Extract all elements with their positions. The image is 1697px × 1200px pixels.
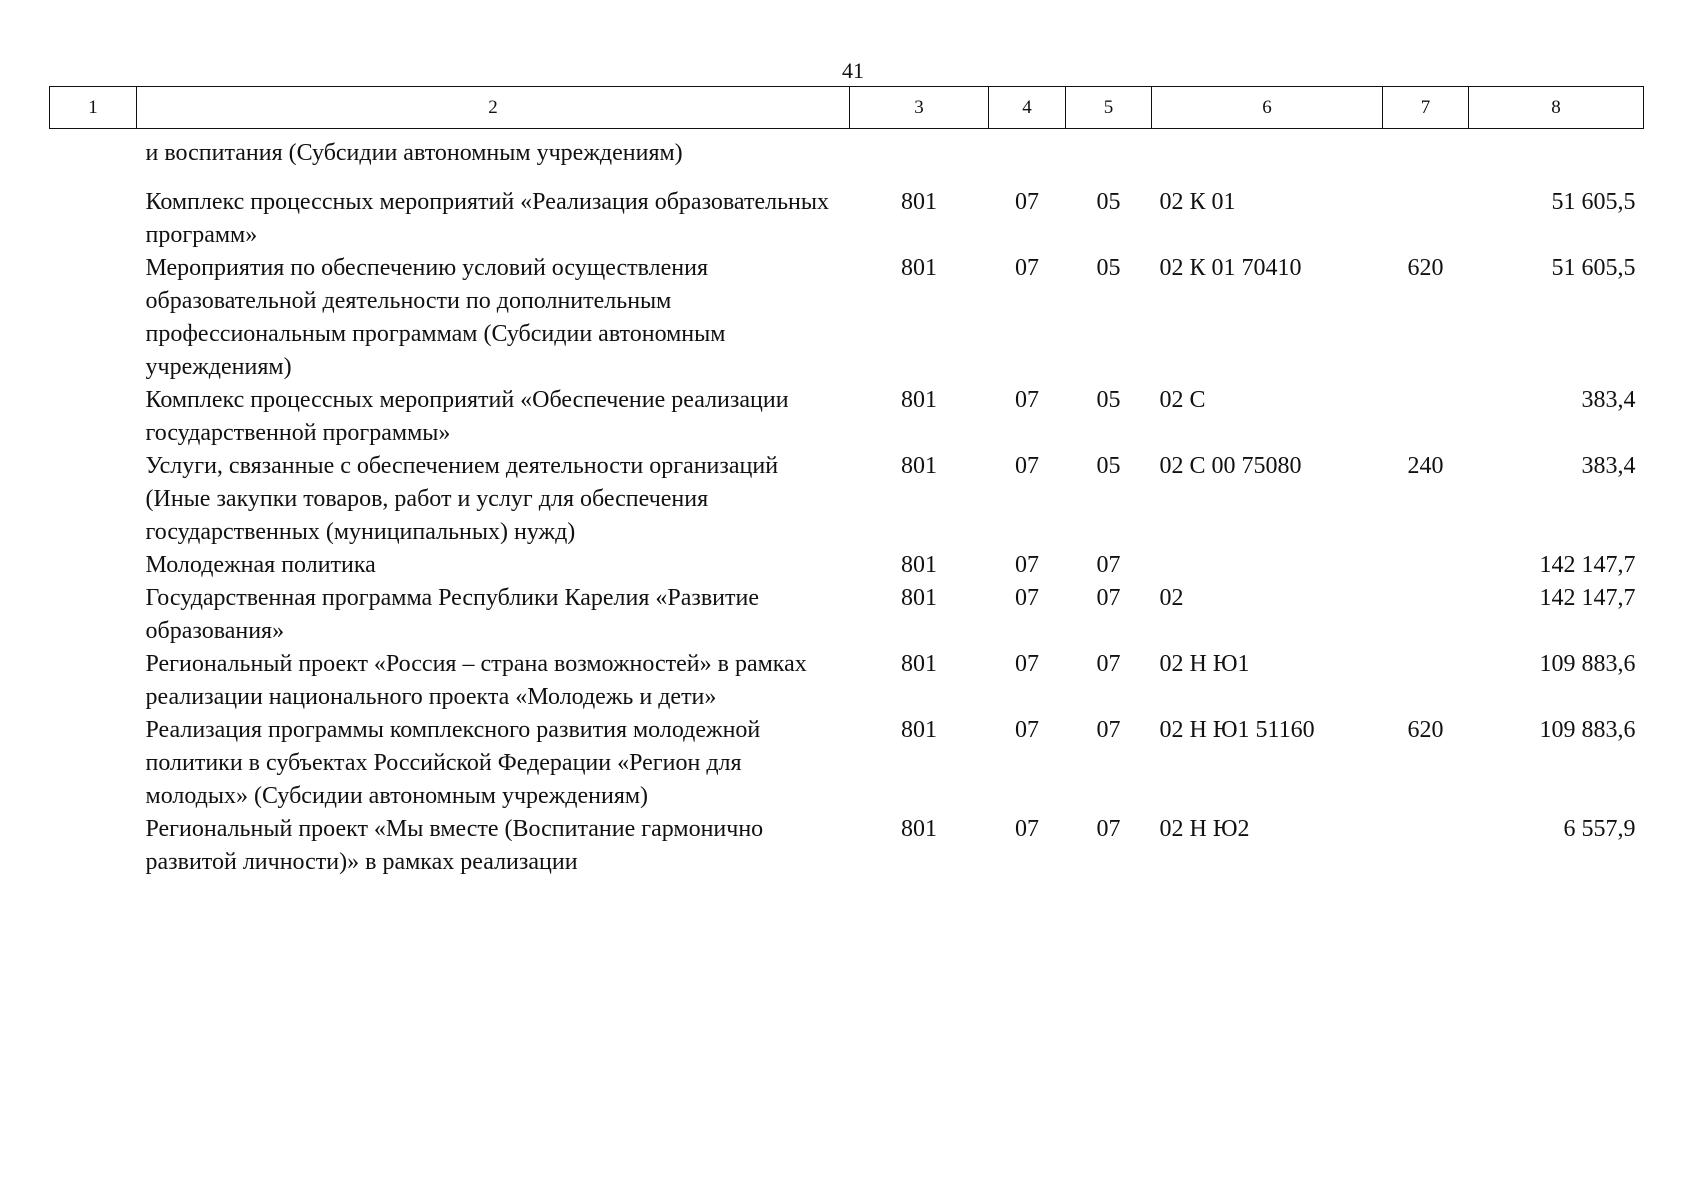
subsection-code: 05 xyxy=(1096,255,1121,281)
table-row xyxy=(50,813,1644,879)
target-article-code: 02 Н Ю1 xyxy=(1159,651,1250,677)
table-row xyxy=(50,549,1644,582)
section-code: 07 xyxy=(1015,552,1039,578)
item-name: Государственная программа Республики Карелия «Развитие образования» xyxy=(145,585,760,644)
target-article-code xyxy=(1152,549,1383,582)
header-col-2: 2 xyxy=(137,87,850,129)
subsection-code xyxy=(1066,129,1152,187)
header-col-5: 5 xyxy=(1066,87,1152,129)
table-row xyxy=(50,582,1644,648)
subsection-code: 05 xyxy=(1096,189,1121,215)
expense-type-code xyxy=(1383,384,1469,450)
amount: 51 605,5 xyxy=(1551,189,1636,215)
section-code: 07 xyxy=(1015,453,1039,479)
ved-code: 801 xyxy=(901,552,937,578)
amount xyxy=(1469,129,1644,187)
section-code: 07 xyxy=(1015,585,1039,611)
table-row xyxy=(50,252,1644,384)
item-name: и воспитания (Субсидии автономным учреждениям) xyxy=(145,140,683,166)
amount: 142 147,7 xyxy=(1539,552,1636,578)
target-article-code: 02 С 00 75080 xyxy=(1159,453,1302,479)
row-number-cell xyxy=(50,186,137,252)
expense-type-code xyxy=(1383,549,1469,582)
row-number-cell xyxy=(50,813,137,879)
ved-code: 801 xyxy=(901,717,937,743)
page-number: 41 xyxy=(842,58,864,83)
subsection-code: 07 xyxy=(1096,585,1121,611)
row-number-cell xyxy=(50,549,137,582)
row-number-cell xyxy=(50,648,137,714)
amount: 109 883,6 xyxy=(1539,651,1636,677)
ved-code: 801 xyxy=(901,651,937,677)
subsection-code: 05 xyxy=(1096,387,1121,413)
target-article-code: 02 С xyxy=(1159,387,1206,413)
section-code: 07 xyxy=(1015,717,1039,743)
item-name: Региональный проект «Мы вместе (Воспитание гармонично развитой личности)» в рамках реализации xyxy=(145,816,764,875)
subsection-code: 07 xyxy=(1096,717,1121,743)
item-name: Региональный проект «Россия – страна возможностей» в рамках реализации национального проекта «Молодежь и дети» xyxy=(145,651,807,710)
ved-code: 801 xyxy=(901,189,937,215)
target-article-code: 02 Н Ю2 xyxy=(1159,816,1250,842)
item-name: Реализация программы комплексного развития молодежной политики в субъектах Российской Федерации «Регион для молодых» (Субсидии автономным учреждениям) xyxy=(145,717,761,809)
amount: 6 557,9 xyxy=(1563,816,1636,842)
amount: 142 147,7 xyxy=(1539,585,1636,611)
section-code: 07 xyxy=(1015,189,1039,215)
table-header xyxy=(50,87,1644,129)
amount: 51 605,5 xyxy=(1551,255,1636,281)
target-article-code: 02 Н Ю1 51160 xyxy=(1159,717,1315,743)
header-col-4: 4 xyxy=(989,87,1066,129)
section-code: 07 xyxy=(1015,387,1039,413)
section-code xyxy=(989,129,1066,187)
ved-code: 801 xyxy=(901,255,937,281)
expense-type-code xyxy=(1383,129,1469,187)
item-name: Мероприятия по обеспечению условий осуществления образовательной деятельности по дополнительным профессиональным программам (Субсидии автономным учреждениям) xyxy=(145,255,726,380)
item-name: Комплекс процессных мероприятий «Обеспечение реализации государственной программы» xyxy=(145,387,789,446)
expense-type-code xyxy=(1383,648,1469,714)
table-row xyxy=(50,648,1644,714)
expense-type-code: 620 xyxy=(1407,717,1444,743)
subsection-code: 07 xyxy=(1096,816,1121,842)
expense-type-code xyxy=(1383,582,1469,648)
amount: 109 883,6 xyxy=(1539,717,1636,743)
table-row xyxy=(50,129,1644,187)
expense-type-code: 240 xyxy=(1407,453,1444,479)
header-col-1: 1 xyxy=(50,87,137,129)
target-article-code: 02 К 01 70410 xyxy=(1159,255,1302,281)
header-col-6: 6 xyxy=(1152,87,1383,129)
target-article-code: 02 xyxy=(1159,585,1184,611)
amount: 383,4 xyxy=(1581,387,1636,413)
section-code: 07 xyxy=(1015,816,1039,842)
table-body xyxy=(50,129,1644,880)
item-name: Услуги, связанные с обеспечением деятельности организаций (Иные закупки товаров, работ и услуг для обеспечения государственных (муниципальных) нужд) xyxy=(145,453,779,545)
row-number-cell xyxy=(50,582,137,648)
ved-code xyxy=(850,129,989,187)
table-row xyxy=(50,186,1644,252)
target-article-code xyxy=(1152,129,1383,187)
budget-table xyxy=(49,86,1644,879)
header-col-3: 3 xyxy=(850,87,989,129)
row-number-cell xyxy=(50,450,137,549)
ved-code: 801 xyxy=(901,585,937,611)
row-number-cell xyxy=(50,129,137,187)
table-row xyxy=(50,384,1644,450)
expense-type-code xyxy=(1383,186,1469,252)
subsection-code: 07 xyxy=(1096,552,1121,578)
ved-code: 801 xyxy=(901,816,937,842)
expense-type-code: 620 xyxy=(1407,255,1444,281)
subsection-code: 05 xyxy=(1096,453,1121,479)
item-name: Комплекс процессных мероприятий «Реализация образовательных программ» xyxy=(145,189,829,248)
row-number-cell xyxy=(50,714,137,813)
table-row xyxy=(50,714,1644,813)
section-code: 07 xyxy=(1015,255,1039,281)
section-code: 07 xyxy=(1015,651,1039,677)
header-col-7: 7 xyxy=(1383,87,1469,129)
header-col-8: 8 xyxy=(1469,87,1644,129)
target-article-code: 02 К 01 xyxy=(1159,189,1236,215)
table-row xyxy=(50,450,1644,549)
ved-code: 801 xyxy=(901,387,937,413)
row-number-cell xyxy=(50,384,137,450)
header-row xyxy=(50,87,1644,129)
ved-code: 801 xyxy=(901,453,937,479)
row-number-cell xyxy=(50,252,137,384)
item-name: Молодежная политика xyxy=(145,552,376,578)
expense-type-code xyxy=(1383,813,1469,879)
subsection-code: 07 xyxy=(1096,651,1121,677)
amount: 383,4 xyxy=(1581,453,1636,479)
